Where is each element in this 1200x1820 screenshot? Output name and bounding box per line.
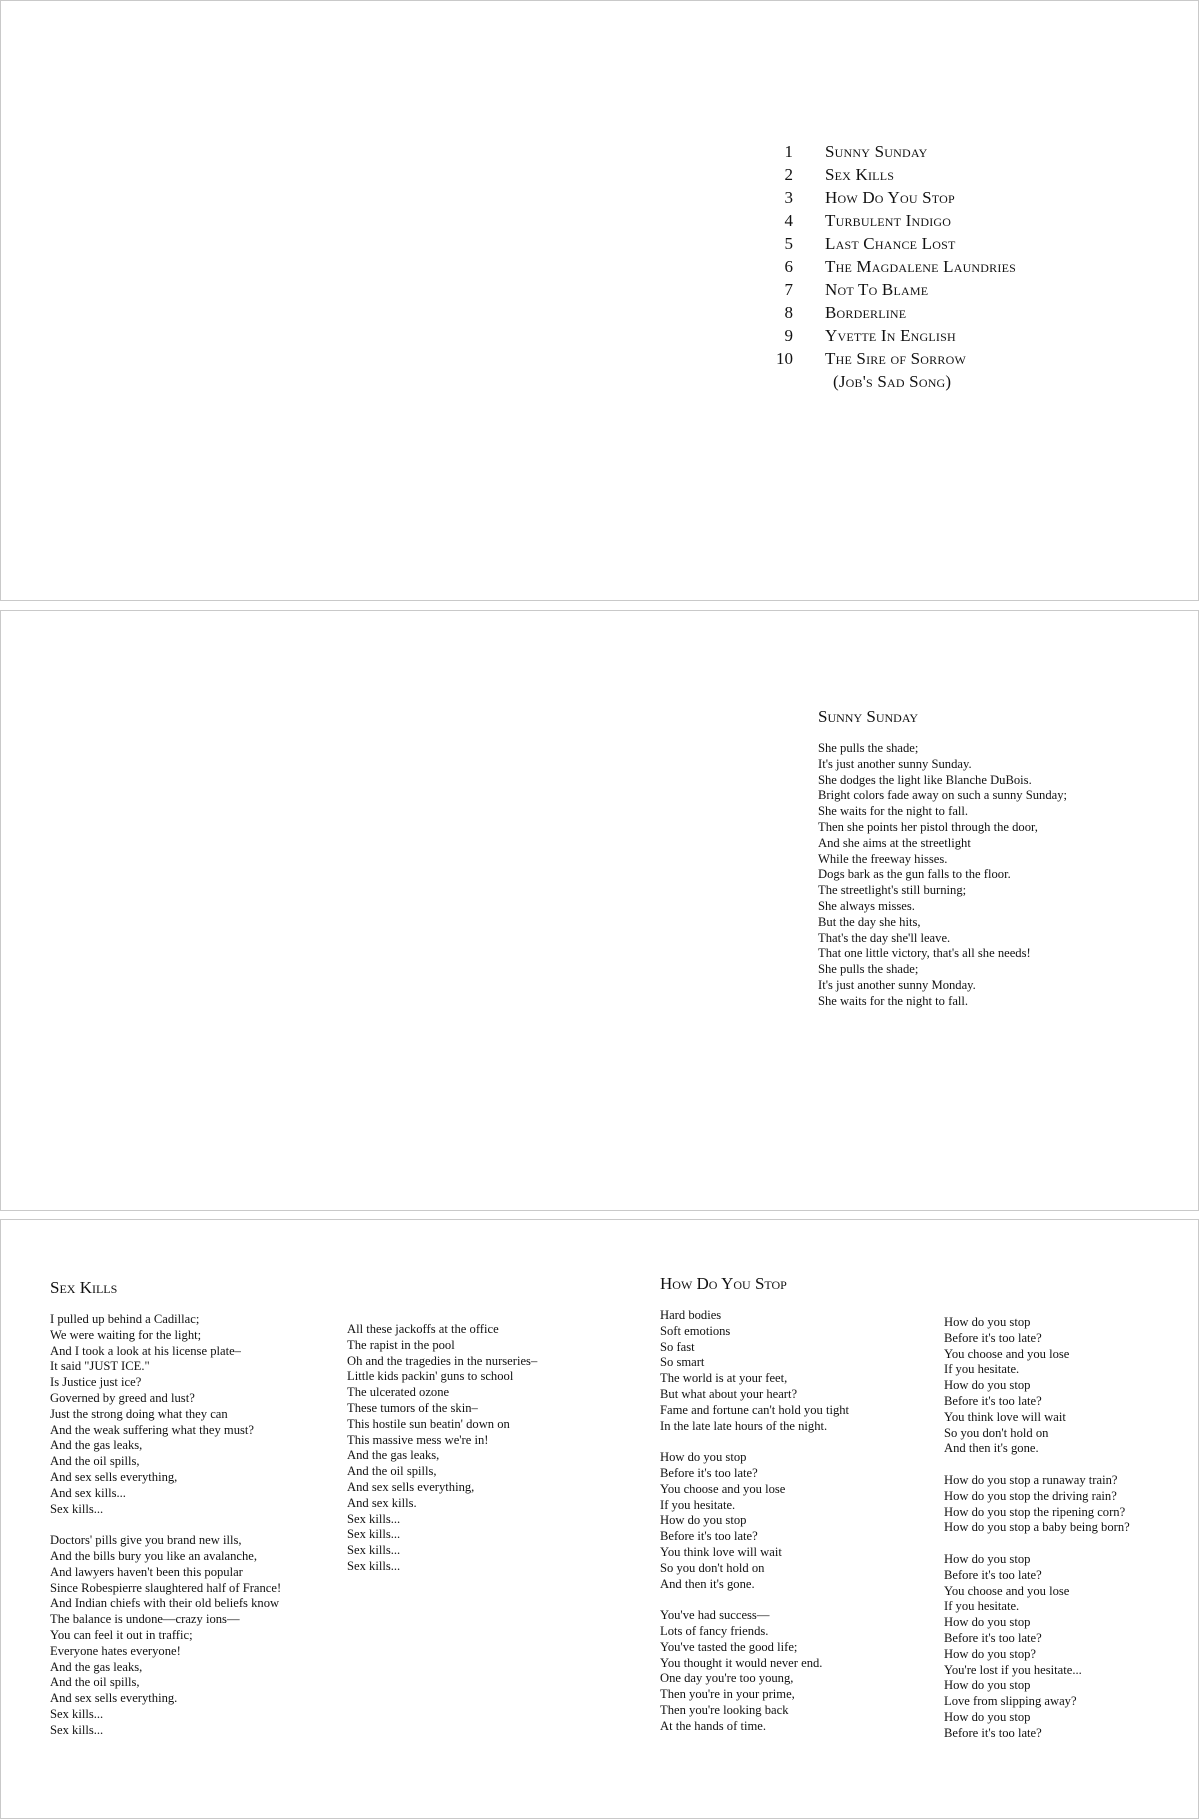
lyric-line: At the hands of time. (660, 1718, 766, 1733)
lyrics (347, 1322, 537, 1575)
lyric-line: If you hesitate. (944, 1362, 1020, 1377)
track-title: Sex Kills (825, 164, 895, 184)
lyric-line: Sex kills... (347, 1527, 401, 1542)
lyric-line: How do you stop (660, 1513, 747, 1528)
lyric-line: And sex sells everything, (50, 1469, 178, 1484)
lyric-line: You think love will wait (660, 1544, 782, 1559)
tracklist-page (0, 0, 1199, 601)
lyric-line: Hard bodies (660, 1308, 722, 1322)
lyric-line: The streetlight's still burning; (818, 883, 967, 898)
lyric-line: Sex kills... (50, 1722, 104, 1737)
lyric-line: The rapist in the pool (347, 1337, 455, 1352)
lyric-line: How do you stop (944, 1678, 1031, 1693)
track-title: Sunny Sunday (825, 141, 928, 161)
lyric-line: Governed by greed and lust? (50, 1390, 195, 1405)
lyric-line: You think love will wait (944, 1409, 1066, 1424)
lyric-line: The ulcerated ozone (347, 1385, 450, 1400)
lyric-line: She waits for the night to fall. (818, 993, 969, 1008)
lyric-line: She waits for the night to fall. (818, 804, 969, 819)
lyric-line: How do you stop (944, 1615, 1031, 1630)
lyric-line: Love from slipping away? (944, 1694, 1077, 1709)
track-title: The Magdalene Laundries (825, 256, 1016, 276)
lyric-line: You're lost if you hesitate... (944, 1662, 1082, 1677)
sunny-sunday-lyrics-block (818, 707, 1067, 1010)
track-row (763, 140, 1016, 163)
lyric-line: That one little victory, that's all she needs! (818, 946, 1031, 961)
lyric-line: So you don't hold on (944, 1425, 1049, 1440)
lyric-line: All these jackoffs at the office (347, 1322, 499, 1336)
track-title: Turbulent Indigo (825, 210, 952, 230)
lyric-line: Oh and the tragedies in the nurseries– (347, 1353, 538, 1368)
lyric-line: The world is at your feet, (660, 1371, 788, 1386)
lyric-line: Sex kills... (347, 1558, 401, 1573)
lyric-line: It's just another sunny Monday. (818, 977, 976, 992)
lyric-line: And then it's gone. (944, 1441, 1039, 1456)
stanza (660, 1608, 849, 1734)
lyric-line: And the gas leaks, (50, 1438, 143, 1453)
song-title: Sex Kills (50, 1278, 118, 1297)
stanza (944, 1315, 1130, 1457)
lyric-line: So fast (660, 1339, 695, 1354)
lyric-line: You choose and you lose (944, 1346, 1070, 1361)
track-row (763, 301, 1016, 324)
lyric-line: Fame and fortune can't hold you tight (660, 1402, 850, 1417)
lyric-line: And the bills bury you like an avalanche, (50, 1548, 258, 1563)
lyric-line: Soft emotions (660, 1323, 731, 1338)
lyric-line: And Indian chiefs with their old beliefs know (50, 1596, 280, 1611)
track-title: Not To Blame (825, 279, 929, 299)
lyric-line: Little kids packin' guns to school (347, 1369, 514, 1384)
track-title: Last Chance Lost (825, 233, 956, 253)
track-row (763, 232, 1016, 255)
lyric-line: Before it's too late? (660, 1529, 758, 1544)
lyric-line: And the weak suffering what they must? (50, 1422, 255, 1437)
lyric-line: Sex kills... (347, 1543, 401, 1558)
lyric-line: Since Robespierre slaughtered half of France! (50, 1580, 282, 1595)
lyric-line: Is Justice just ice? (50, 1375, 142, 1390)
lyric-line: If you hesitate. (660, 1497, 736, 1512)
track-title: How Do You Stop (825, 187, 955, 207)
track-row (763, 209, 1016, 232)
lyric-line: That's the day she'll leave. (818, 930, 951, 945)
lyric-line: Sex kills... (50, 1501, 104, 1516)
sunny-sunday-page (0, 610, 1199, 1211)
track-number: 5 (784, 233, 793, 253)
lyric-line: Before it's too late? (944, 1725, 1042, 1740)
track-row (763, 324, 1016, 347)
lyric-line: You choose and you lose (944, 1583, 1070, 1598)
lyric-line: And sex sells everything, (347, 1479, 475, 1494)
lyric-line: She pulls the shade; (818, 741, 919, 755)
lyric-line: And the oil spills, (50, 1675, 140, 1690)
lyric-line: Sex kills... (50, 1706, 104, 1721)
lyric-line: Before it's too late? (944, 1567, 1042, 1582)
lyric-line: Dogs bark as the gun falls to the floor. (818, 867, 1011, 882)
stanza (50, 1312, 281, 1517)
lyrics (944, 1315, 1130, 1742)
lyric-line: The balance is undone—crazy ions— (50, 1612, 240, 1627)
lyric-line: Before it's too late? (944, 1630, 1042, 1645)
lyric-line: These tumors of the skin– (347, 1400, 478, 1415)
sex-kills-column-1 (50, 1278, 281, 1739)
lyric-line: Bright colors fade away on such a sunny Sunday; (818, 788, 1068, 803)
lyric-line: You can feel it out in traffic; (50, 1627, 193, 1642)
track-number: 7 (784, 279, 793, 299)
lyric-line: One day you're too young, (660, 1671, 794, 1686)
lyric-line: This massive mess we're in! (347, 1432, 489, 1447)
song-title: How Do You Stop (660, 1274, 787, 1293)
lyric-line: How do you stop (660, 1450, 747, 1465)
stanza (347, 1322, 537, 1575)
lyric-line: I pulled up behind a Cadillac; (50, 1312, 200, 1326)
track-number: 1 (784, 141, 793, 161)
lyric-line: You've tasted the good life; (660, 1639, 798, 1654)
stanza (818, 741, 1067, 1010)
lyric-line: How do you stop (944, 1551, 1031, 1566)
stanza (944, 1552, 1130, 1742)
song-title: Sunny Sunday (818, 707, 919, 726)
how-do-you-stop-column-2 (944, 1315, 1130, 1742)
lyric-line: If you hesitate. (944, 1599, 1020, 1614)
lyric-line: Doctors' pills give you brand new ills, (50, 1533, 242, 1548)
stanza (944, 1473, 1130, 1536)
lyric-line: Before it's too late? (944, 1393, 1042, 1408)
lyric-line: Before it's too late? (660, 1465, 758, 1480)
lyric-line: Then you're in your prime, (660, 1687, 795, 1702)
lyric-line: Sex kills... (347, 1511, 401, 1526)
lyric-line: And lawyers haven't been this popular (50, 1564, 243, 1579)
track-row (763, 163, 1016, 186)
lyric-line: How do you stop? (944, 1646, 1036, 1661)
lyric-line: And the oil spills, (347, 1464, 437, 1479)
track-title: The Sire of Sorrow (825, 348, 966, 368)
lyric-line: Then she points her pistol through the door, (818, 819, 1038, 834)
lyric-line: And sex sells everything. (50, 1691, 178, 1706)
lyric-line: How do you stop (944, 1709, 1031, 1724)
lyric-line: She pulls the shade; (818, 962, 919, 977)
lyric-line: And then it's gone. (660, 1576, 755, 1591)
lyrics (818, 741, 1067, 1010)
lyric-line: It said "JUST ICE." (50, 1359, 150, 1374)
lyric-line: And the gas leaks, (347, 1448, 440, 1463)
stanza (660, 1450, 849, 1592)
track-number: 3 (784, 187, 793, 207)
track-row (763, 186, 1016, 209)
stanza (660, 1308, 849, 1434)
track-number: 2 (784, 164, 793, 184)
track-number: 10 (776, 348, 793, 368)
lyric-line: How do you stop a runaway train? (944, 1472, 1118, 1487)
track-number: 9 (784, 325, 793, 345)
lyric-line: In the late late hours of the night. (660, 1418, 828, 1433)
stanza (50, 1533, 281, 1738)
lyric-line: So smart (660, 1355, 705, 1370)
track-title: Yvette In English (825, 325, 956, 345)
lyric-line: So you don't hold on (660, 1560, 765, 1575)
lyric-line: How do you stop the driving rain? (944, 1488, 1117, 1503)
lyric-line: How do you stop a baby being born? (944, 1520, 1130, 1535)
lyric-line: This hostile sun beatin' down on (347, 1416, 510, 1431)
lyric-line: She dodges the light like Blanche DuBois. (818, 772, 1032, 787)
tracklist (763, 140, 1016, 393)
track-number: 8 (784, 302, 793, 322)
track-row (763, 255, 1016, 278)
track-number: 4 (784, 210, 793, 230)
lyric-line: While the freeway hisses. (818, 851, 948, 866)
track-subtitle: (Job's Sad Song) (833, 371, 952, 391)
lyric-line: And I took a look at his license plate– (50, 1343, 241, 1358)
lyric-line: And the gas leaks, (50, 1659, 143, 1674)
lyric-line: She always misses. (818, 898, 915, 913)
track-title: Borderline (825, 302, 907, 322)
lyric-line: Everyone hates everyone! (50, 1643, 181, 1658)
lyrics (660, 1308, 849, 1735)
lyric-line: How do you stop the ripening corn? (944, 1504, 1126, 1519)
how-do-you-stop-column-1 (660, 1274, 849, 1735)
lyrics (50, 1312, 281, 1739)
lyric-line: How do you stop (944, 1378, 1031, 1393)
lyric-line: You choose and you lose (660, 1481, 786, 1496)
lyric-line: Lots of fancy friends. (660, 1623, 769, 1638)
lyric-line: But what about your heart? (660, 1386, 798, 1401)
lyric-line: We were waiting for the light; (50, 1327, 202, 1342)
lyric-line: Before it's too late? (944, 1330, 1042, 1345)
track-row (763, 278, 1016, 301)
track-number: 6 (784, 256, 793, 276)
lyric-line: You thought it would never end. (660, 1655, 823, 1670)
lyric-line: You've had success— (660, 1608, 770, 1623)
lyric-line: And sex kills... (50, 1485, 126, 1500)
lyric-line: But the day she hits, (818, 914, 921, 929)
lyric-line: Then you're looking back (660, 1702, 789, 1717)
lyric-line: And she aims at the streetlight (818, 835, 971, 850)
sex-kills-column-2 (347, 1322, 537, 1575)
lyric-line: It's just another sunny Sunday. (818, 756, 972, 771)
lyric-line: Just the strong doing what they can (50, 1406, 228, 1421)
lyrics-spread-page (0, 1219, 1199, 1819)
lyric-line: How do you stop (944, 1315, 1031, 1329)
lyric-line: And the oil spills, (50, 1454, 140, 1469)
track-row (763, 347, 1016, 370)
lyric-line: And sex kills. (347, 1495, 417, 1510)
